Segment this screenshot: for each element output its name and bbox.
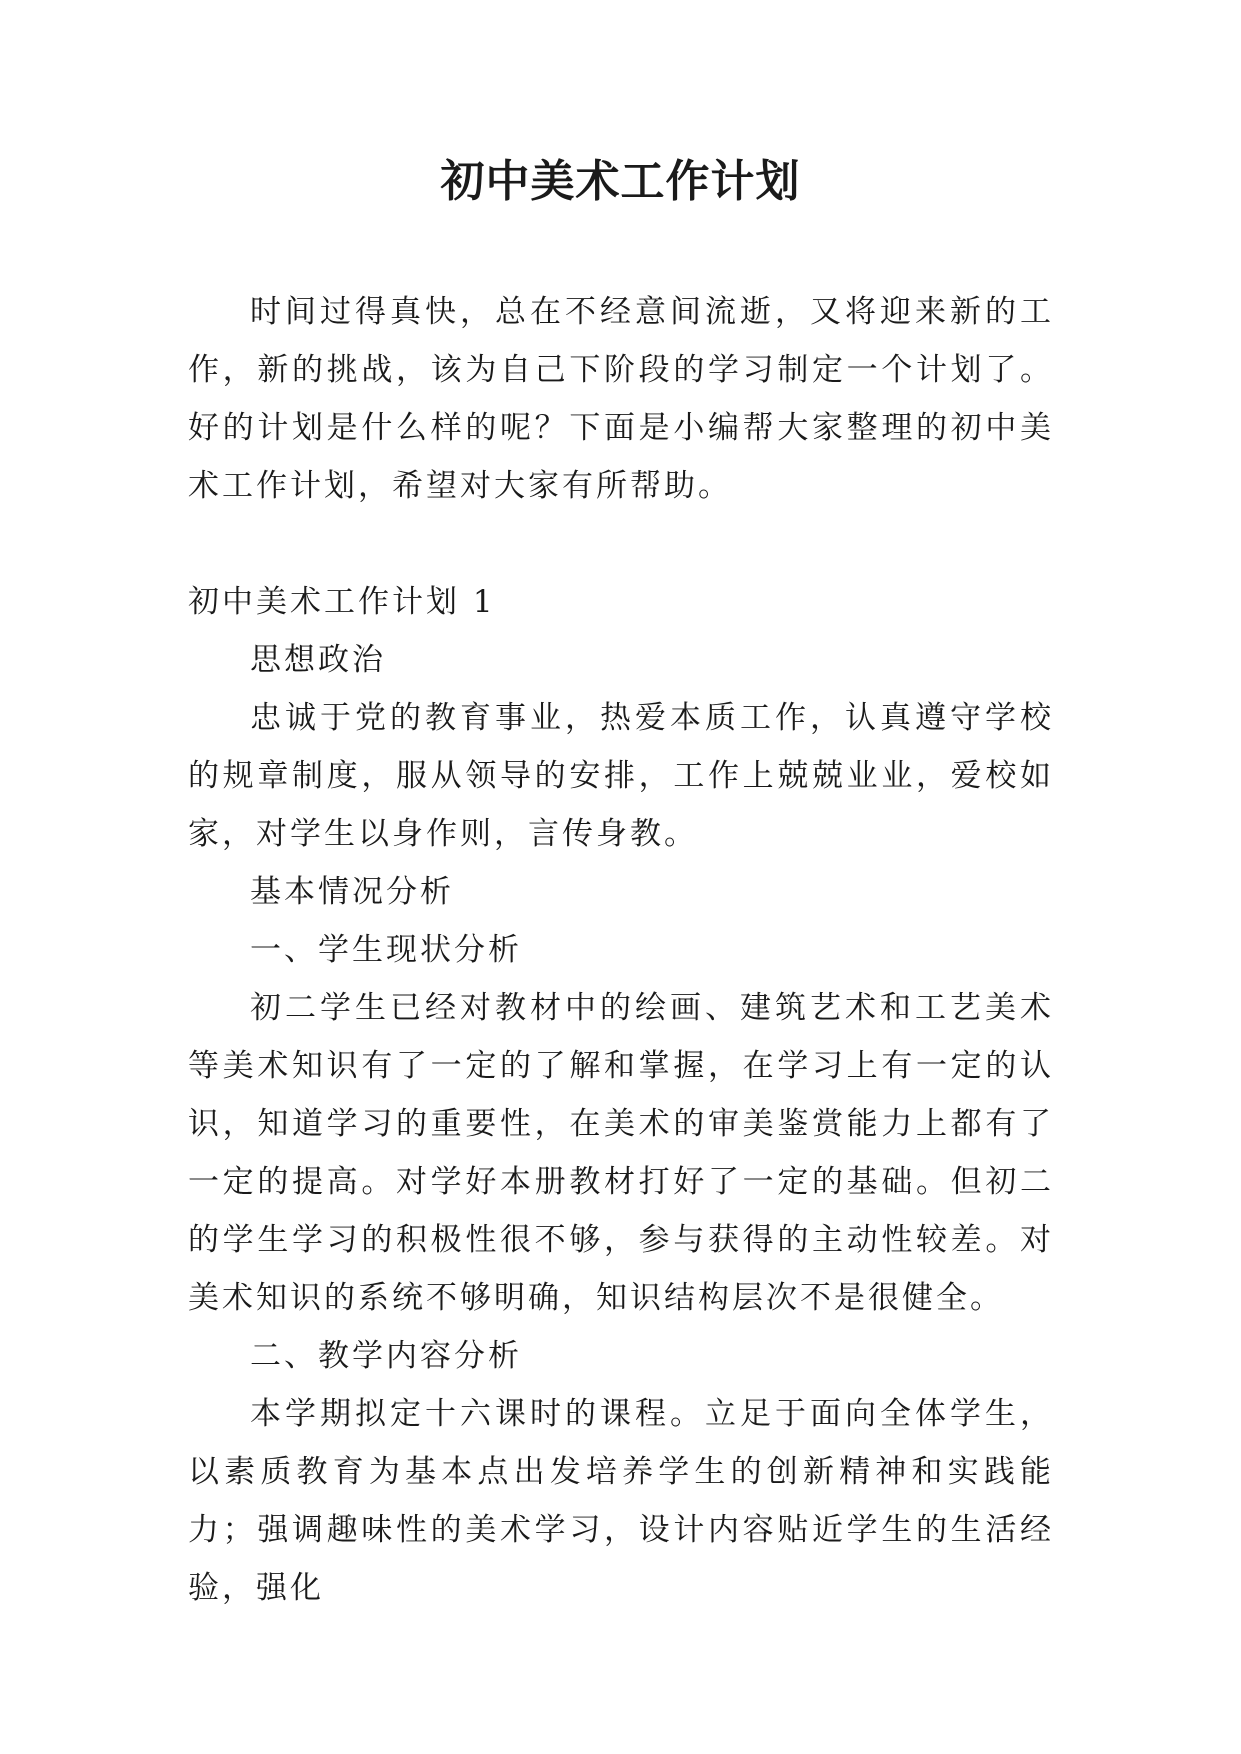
paragraph-ideology: 忠诚于党的教育事业，热爱本质工作，认真遵守学校的规章制度，服从领导的安排，工作上兢兢业业，爱校如家，对学生以身作则，言传身教。 <box>188 700 1054 852</box>
document-title: 初中美术工作计划 <box>440 156 801 207</box>
subheading-situation-analysis: 基本情况分析 <box>250 874 454 910</box>
section-title: 初中美术工作计划 1 <box>188 584 496 620</box>
intro-paragraph: 时间过得真快，总在不经意间流逝，又将迎来新的工作，新的挑战，该为自己下阶段的学习制定一个计划了。好的计划是什么样的呢？下面是小编帮大家整理的初中美术工作计划，希望对大家有所帮助。 <box>188 294 1054 504</box>
subheading-teaching-content: 二、教学内容分析 <box>250 1338 522 1374</box>
paragraph-teaching-content: 本学期拟定十六课时的课程。立足于面向全体学生，以素质教育为基本点出发培养学生的创新精神和实践能力；强调趣味性的美术学习，设计内容贴近学生的生活经验，强化 <box>188 1396 1054 1606</box>
subheading-student-status: 一、学生现状分析 <box>250 932 522 968</box>
paragraph-spacer <box>188 515 1054 573</box>
paragraph-student-status: 初二学生已经对教材中的绘画、建筑艺术和工艺美术等美术知识有了一定的了解和掌握，在学习上有一定的认识，知道学习的重要性，在美术的审美鉴赏能力上都有了一定的提高。对学好本册教材打好了一定的基础。但初二的学生学习的积极性很不够，参与获得的主动性较差。对美术知识的系统不够明确，知识结构层次不是很健全。 <box>188 990 1054 1316</box>
subheading-ideology: 思想政治 <box>250 642 386 678</box>
document-body <box>188 283 1054 1617</box>
